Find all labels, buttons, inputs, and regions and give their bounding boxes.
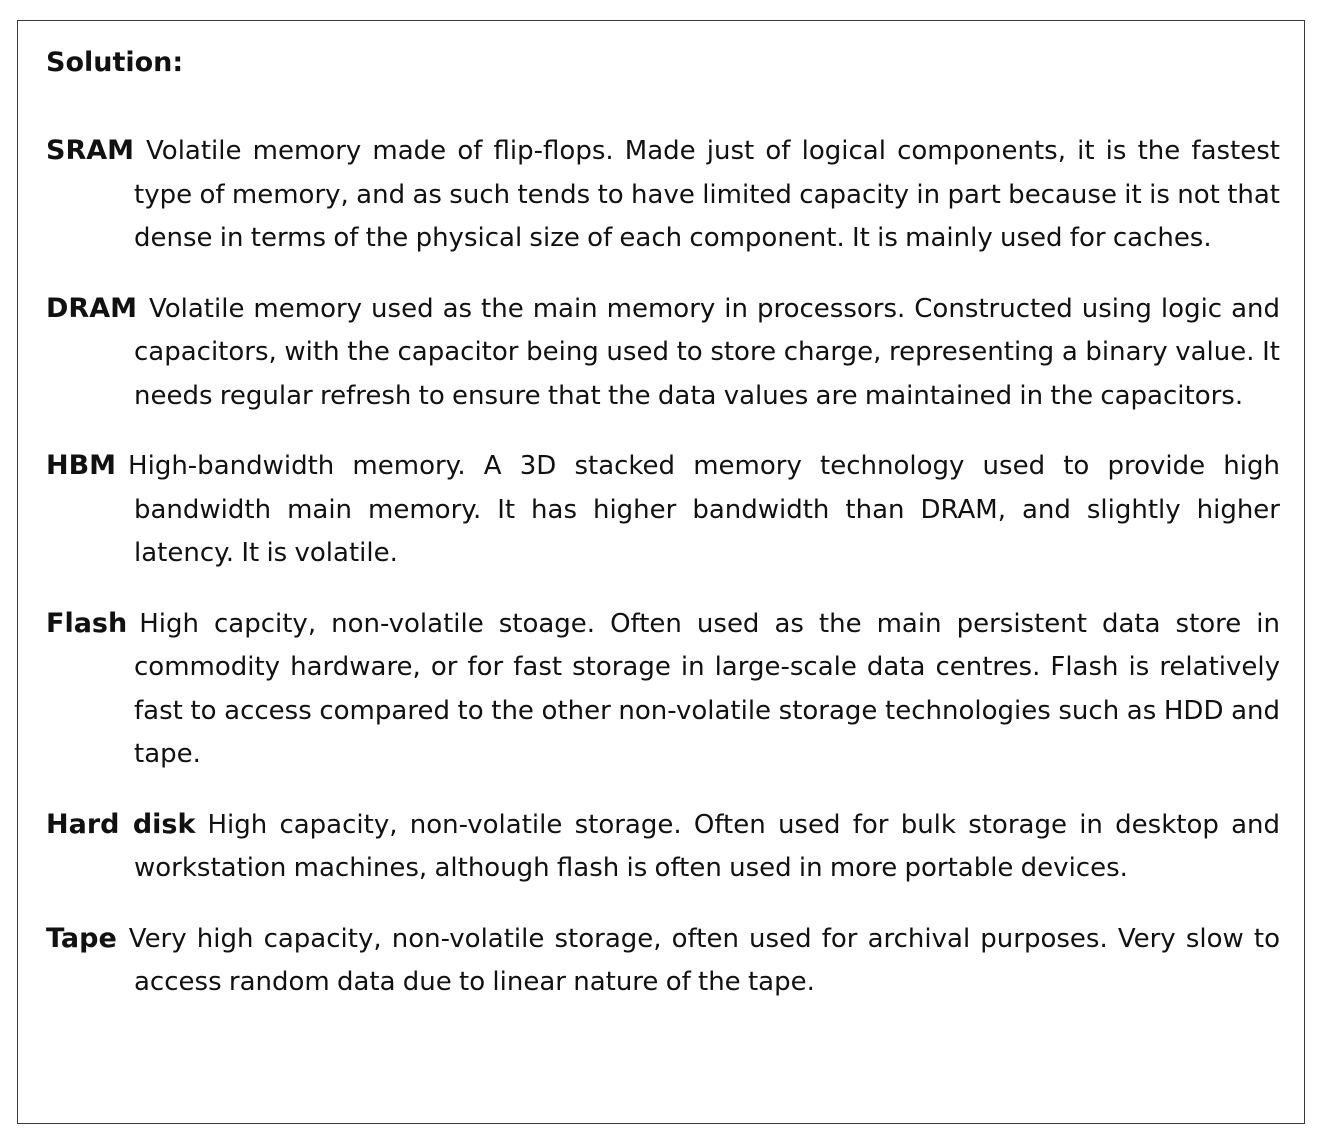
term-label: HBM <box>46 450 117 481</box>
term-description: Volatile memory used as the main memory in processors. Constructed using logic and capacitors, with the capacitor being used to store charge, representing a binary value. It needs regular refresh to ensure that the data values are maintained in the capacitors. <box>134 293 1280 411</box>
term-description: Very high capacity, non-volatile storage, often used for archival purposes. Very slow to access random data due to linear nature of the tape. <box>128 923 1280 997</box>
term-description: High capacity, non-volatile storage. Often used for bulk storage in desktop and workstation machines, although flash is often used in more portable devices. <box>134 809 1281 883</box>
term-label: SRAM <box>46 135 135 166</box>
term-description: Volatile memory made of flip-flops. Made just of logical components, it is the fastest type of memory, and as such tends to have limited capacity in part because it is not that dense in terms of the physical size of each component. It is mainly used for caches. <box>134 136 1280 253</box>
solution-box <box>17 20 1305 1124</box>
definition-item-hard-disk <box>46 803 1280 891</box>
definition-item-tape <box>46 917 1280 1005</box>
definition-item-sram <box>46 129 1280 261</box>
solution-heading: Solution: <box>46 47 184 78</box>
definition-list <box>46 129 1280 1031</box>
definition-item-dram <box>46 287 1280 419</box>
definition-item-flash <box>46 602 1280 777</box>
term-label: Hard disk <box>46 808 196 840</box>
term-label: Flash <box>46 607 128 639</box>
term-label: Tape <box>46 922 117 954</box>
definition-item-hbm <box>46 444 1280 576</box>
term-description: High-bandwidth memory. A 3D stacked memory technology used to provide high bandwidth main memory. It has higher bandwidth than DRAM, and slightly higher latency. It is volatile. <box>128 451 1280 568</box>
term-label: DRAM <box>46 292 137 324</box>
term-description: High capcity, non-volatile stoage. Often used as the main persistent data store in commodity hardware, or for fast storage in large-scale data centres. Flash is relatively fast to access compared to the other non-volatile storage technologies such as HDD and tape. <box>134 608 1280 769</box>
